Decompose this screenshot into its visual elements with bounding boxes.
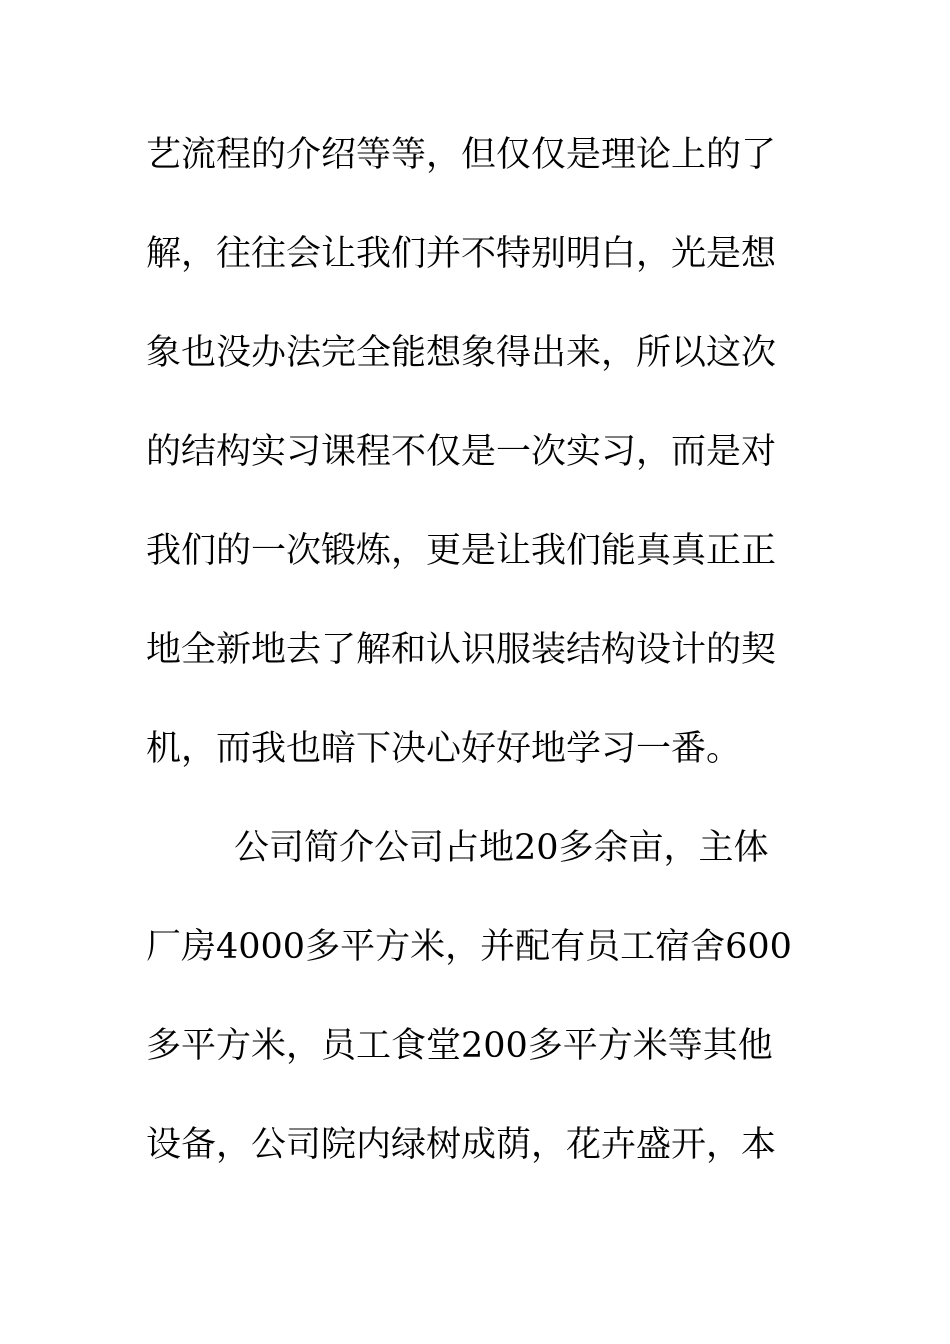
text-line: 我们的一次锻炼，更是让我们能真真正正 [146, 531, 777, 571]
text-line: 机，而我也暗下决心好好地学习一番。 [146, 729, 742, 769]
text-line: 设备，公司院内绿树成荫，花卉盛开，本 [146, 1125, 777, 1165]
text-line: 多平方米，员工食堂200多平方米等其他 [146, 1026, 773, 1066]
text-line: 的结构实习课程不仅是一次实习，而是对 [146, 432, 777, 472]
paragraph-start-line: 公司简介公司占地20多余亩，主体 [234, 828, 769, 868]
text-line: 艺流程的介绍等等，但仅仅是理论上的了 [146, 135, 777, 175]
text-line: 地全新地去了解和认识服装结构设计的契 [146, 630, 777, 670]
text-line: 厂房4000多平方米，并配有员工宿舍600 [146, 927, 792, 967]
text-line: 解，往往会让我们并不特别明白，光是想 [146, 234, 777, 274]
text-line: 象也没办法完全能想象得出来，所以这次 [146, 333, 777, 373]
body-text [146, 127, 792, 1216]
